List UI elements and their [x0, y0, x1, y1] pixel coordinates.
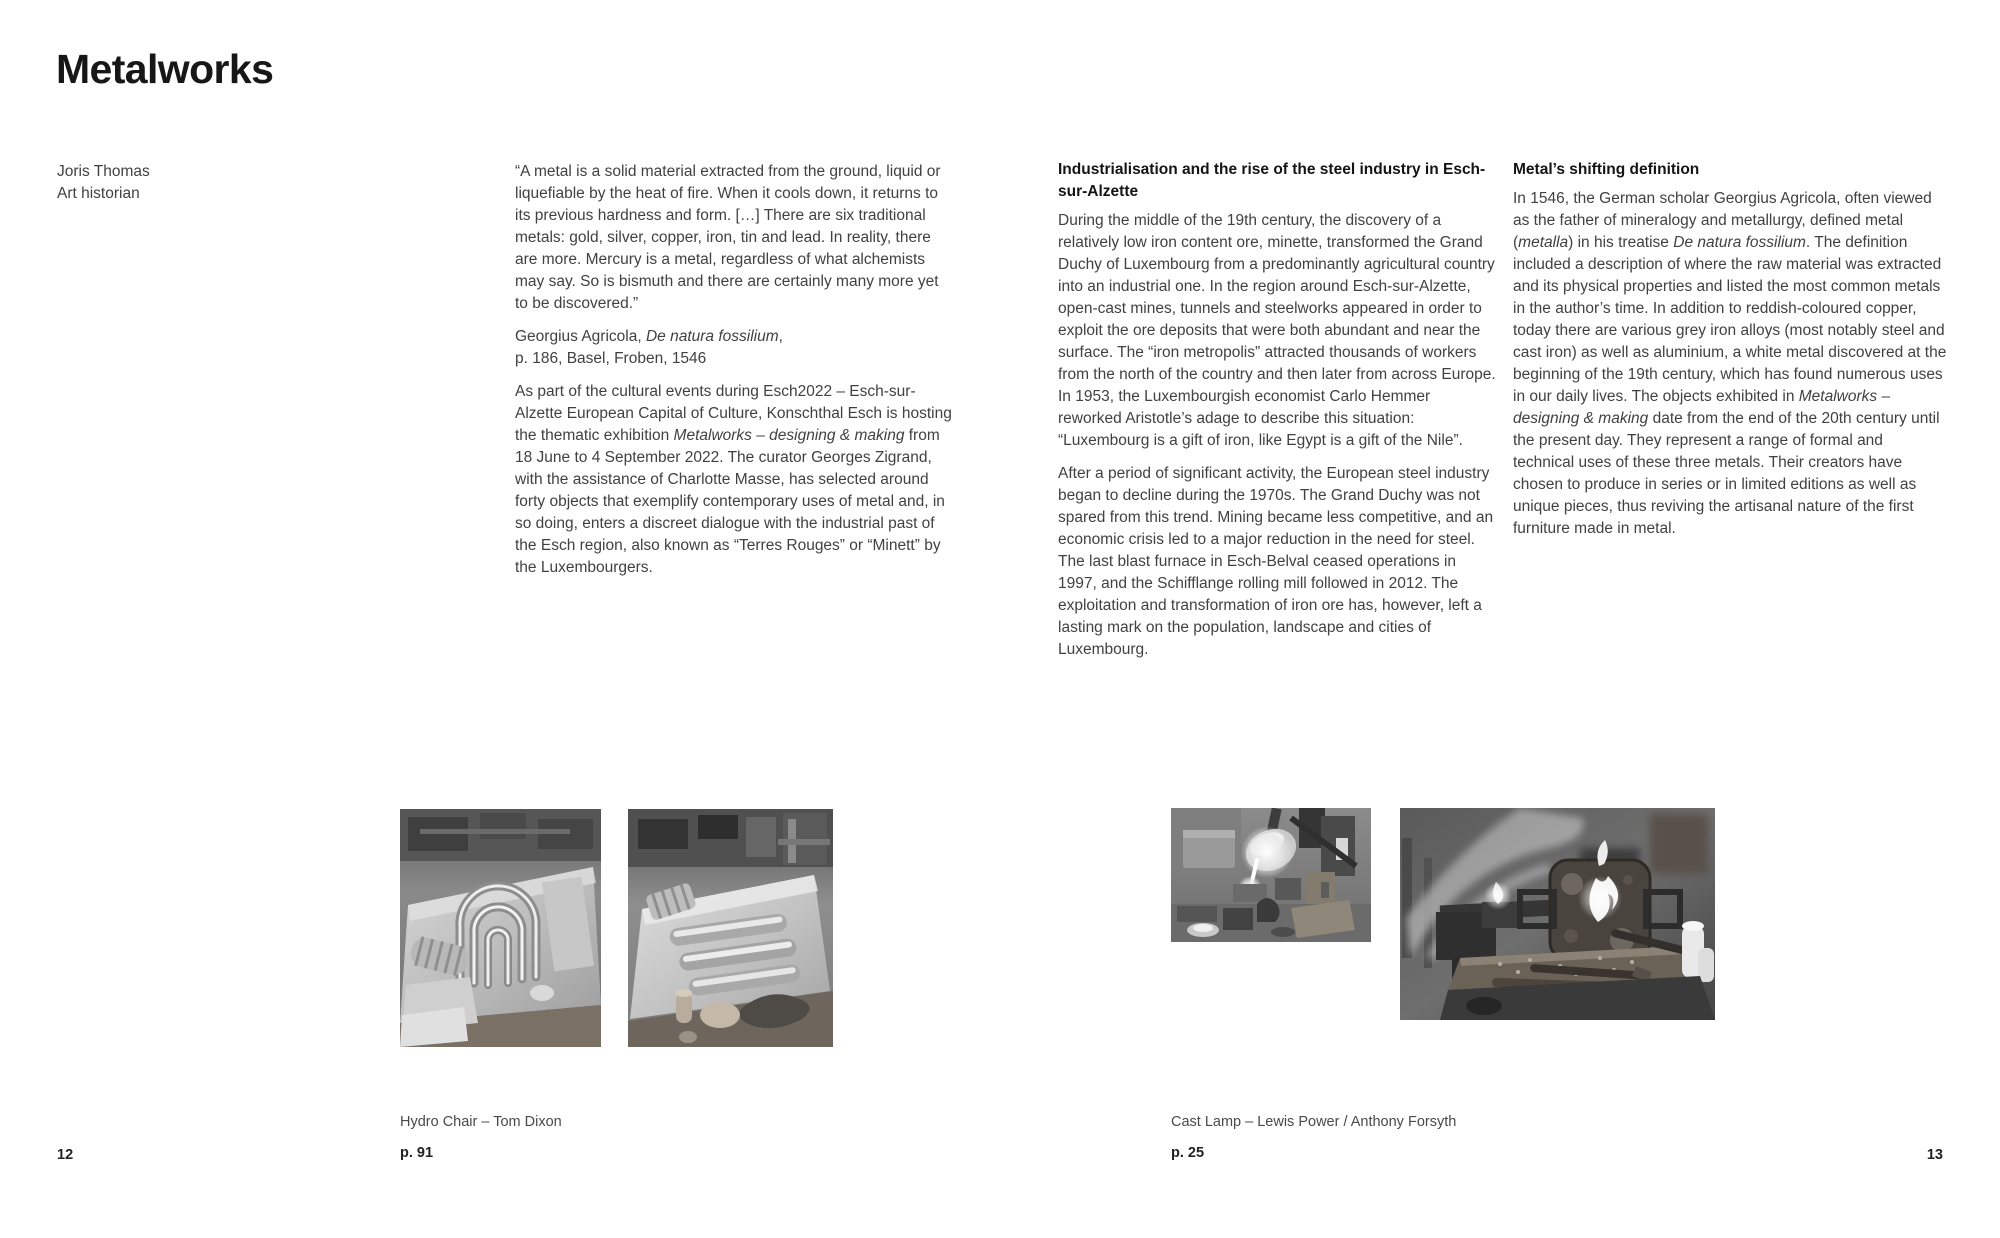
definition-text-3: . The definition included a description of where the raw material was extracted and its physical properties and listed the most common metals in the author’s time. In addition to reddish-coloured copper, today there are various grey iron alloys (most notably steel and cast iron) as well as aluminium, a white metal discovered at the beginning of the 19th century, which has found numerous uses in our daily lives. The objects exhibited in [1513, 234, 1947, 405]
definition-text-2: ) in his treatise [1568, 234, 1674, 251]
caption-hydro-chair: Hydro Chair – Tom Dixon [400, 1114, 562, 1130]
page-title: Metalworks [56, 46, 274, 92]
folio-left: 12 [57, 1147, 74, 1163]
byline [57, 161, 387, 205]
attribution-author: Georgius Agricola, [515, 328, 646, 345]
photo-foundry-pour [1171, 808, 1371, 942]
photo-cast-lamp-flames [1400, 808, 1715, 1020]
page-ref-hydro-chair: p. 91 [400, 1145, 434, 1161]
folio-right: 13 [1926, 1147, 1943, 1163]
definition-heading: Metal’s shifting definition [1513, 161, 1700, 178]
treatise-title: De natura fossilium [1673, 234, 1806, 251]
photo-hydro-chair-mould-1 [400, 809, 601, 1047]
definition-para [1513, 188, 1947, 540]
definition-text-4: date from the end of the 20th century until the present day. They represent a range of formal and technical uses of these three metals. Their creators have chosen to produce in series or in limited editions as well as unique pieces, thus reviving the artisanal nature of the first furniture made in metal. [1513, 410, 1940, 537]
intro-text-after: from 18 June to 4 September 2022. The curator Georges Zigrand, with the assistance of Charlotte Masse, has selected around forty objects that exemplify contemporary uses of metal and, in so doing, enters a discreet dialogue with the industrial past of the Esch region, also known as “Terres Rouges” or “Minett” by the Luxembourgers. [515, 427, 945, 576]
attribution-work-title: De natura fossilium [645, 328, 779, 345]
definition-text-1: In 1546, the German scholar Georgius Agricola, often viewed as the father of mineralogy and metallurgy, defined metal ( [1513, 190, 1932, 251]
industrialisation-heading: Industrialisation and the rise of the steel industry in Esch-sur-Alzette [1058, 161, 1486, 200]
definition-column [1513, 159, 1947, 540]
attribution-publication: p. 186, Basel, Froben, 1546 [515, 350, 707, 367]
exhibition-title-ref: Metalworks – designing & making [1513, 388, 1891, 427]
byline-role: Art historian [57, 185, 140, 202]
byline-name: Joris Thomas [57, 163, 150, 180]
metalla-term: metalla [1518, 234, 1569, 251]
photo-hydro-chair-mould-2 [628, 809, 833, 1047]
quote-column [515, 161, 953, 579]
industrialisation-para-2: After a period of significant activity, the European steel industry began to decline during the 1970s. The Grand Duchy was not spared from this trend. Mining became less competitive, and an economic crisis led to a major reduction in the need for steel. The last blast furnace in Esch-Belval ceased operations in 1997, and the Schifflange rolling mill followed in 2012. The exploitation and transformation of iron ore has, however, left a lasting mark on the population, landscape and cities of Luxembourg. [1058, 465, 1494, 658]
exhibition-intro [515, 381, 953, 579]
intro-text-before: As part of the cultural events during Esch2022 – Esch-sur-Alzette European Capital of Culture, Konschthal Esch is hosting the thematic exhibition [515, 383, 952, 444]
page-ref-cast-lamp: p. 25 [1171, 1145, 1205, 1161]
industrialisation-para-1: During the middle of the 19th century, the discovery of a relatively low iron content ore, minette, transformed the Grand Duchy of Luxembourg from a predominantly agricultural country into an industrial one. In the region around Esch-sur-Alzette, open-cast mines, tunnels and steelworks appeared in order to exploit the ore deposits that were both abundant and near the surface. The “iron metropolis” attracted thousands of workers from the north of the country and then later from across Europe. In 1953, the Luxembourgish economist Carlo Hemmer reworked Aristotle’s adage to describe this situation: “Luxembourg is a gift of iron, like Egypt is a gift of the Nile”. [1058, 212, 1496, 449]
industrialisation-column [1058, 159, 1496, 661]
quote-attribution [515, 326, 953, 370]
attribution-comma: , [778, 328, 783, 345]
caption-cast-lamp: Cast Lamp – Lewis Power / Anthony Forsyth [1171, 1114, 1457, 1130]
agricola-quote: “A metal is a solid material extracted from the ground, liquid or liquefiable by the heat of fire. When it cools down, it returns to its previous hardness and form. […] There are six traditional metals: gold, silver, copper, iron, tin and lead. In reality, there are more. Mercury is a metal, regardless of what alchemists may say. So is bismuth and there are certainly many more yet to be discovered.” [515, 163, 941, 312]
exhibition-title: Metalworks – designing & making [673, 427, 905, 444]
